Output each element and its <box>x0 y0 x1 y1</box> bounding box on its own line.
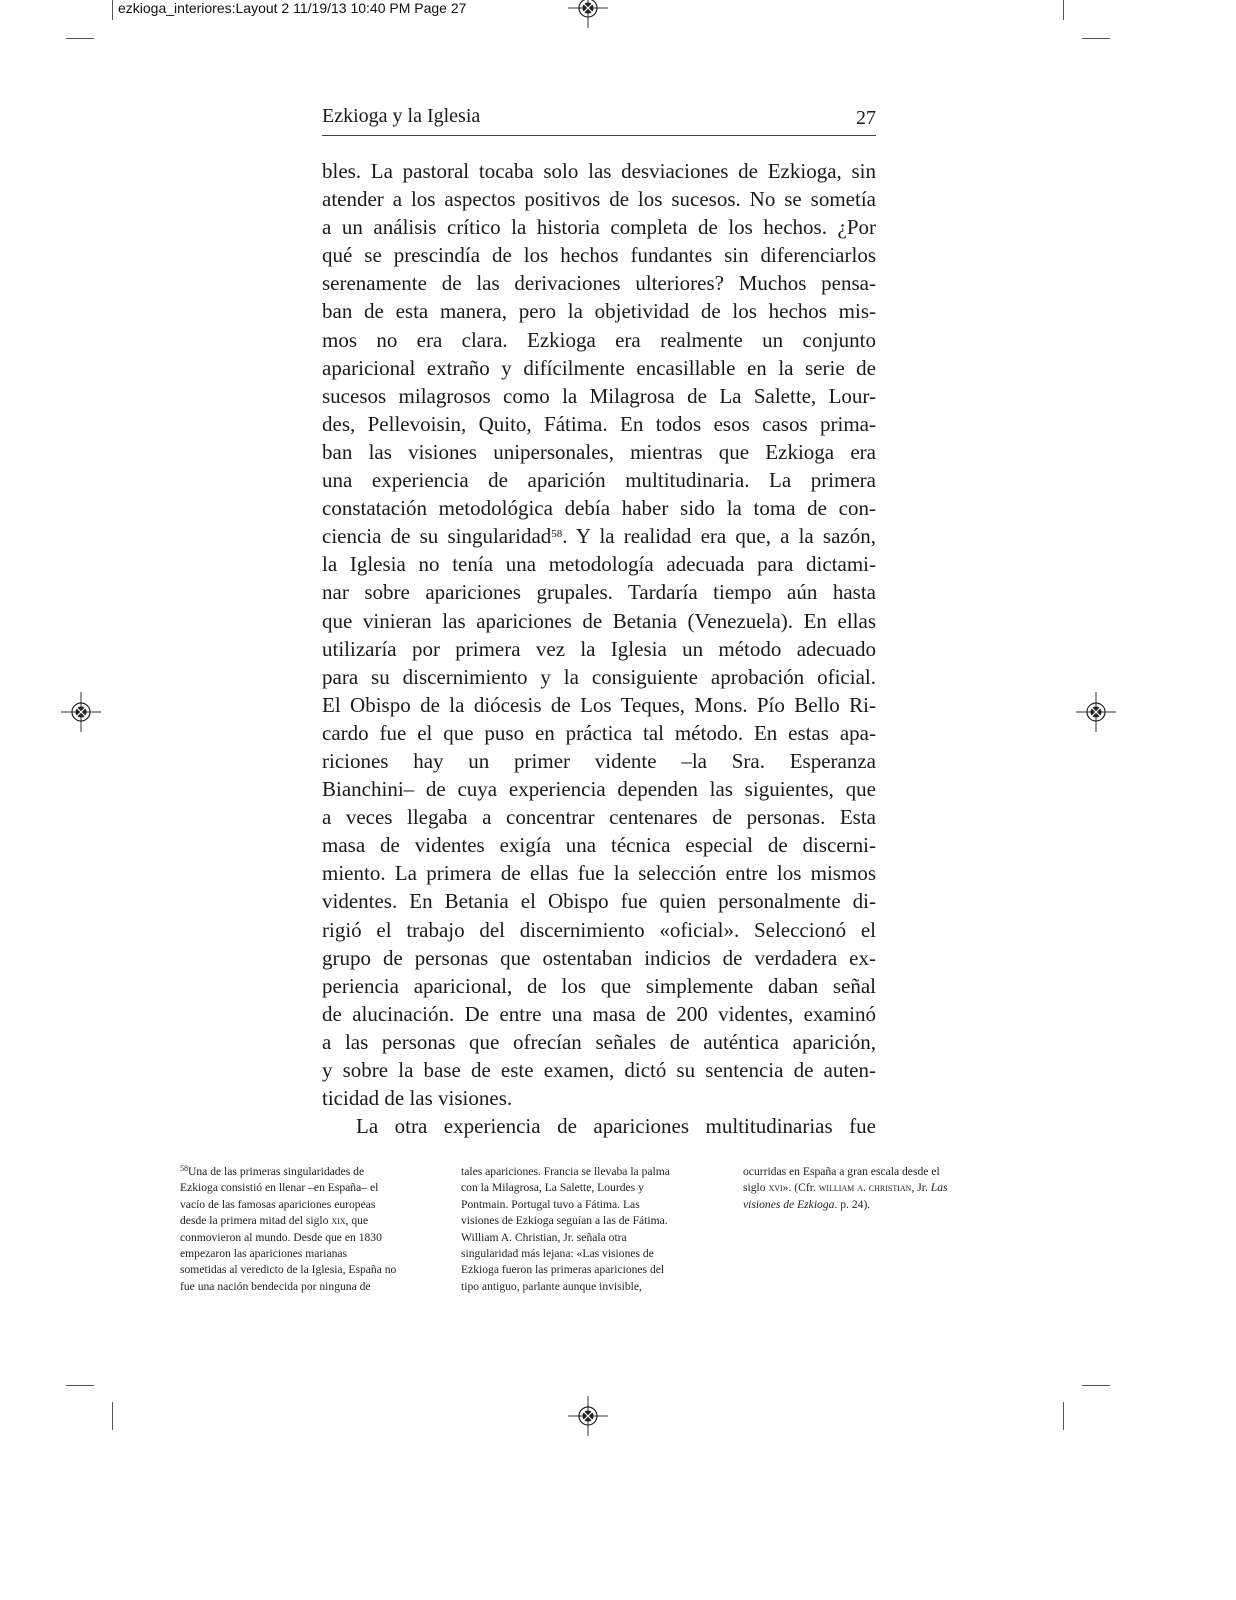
body-line: masa de videntes exigía una técnica especial de discerni- <box>322 833 876 858</box>
body-line: la Iglesia no tenía una metodología adecuada para dictami- <box>322 552 876 577</box>
footnote-marker: 58 <box>180 1164 188 1173</box>
footnote-line-text: Una de las primeras singularidades de <box>188 1165 365 1178</box>
footnote-line: Pontmain. Portugal tuvo a Fátima. Las <box>461 1197 640 1211</box>
body-line: a las personas que ofrecían señales de auténtica aparición, <box>322 1029 876 1054</box>
crop-mark-bottom-left-v <box>112 1402 113 1430</box>
print-slug: ezkioga_interiores:Layout 2 11/19/13 10:40 PM Page 27 <box>118 0 467 16</box>
registration-mark-top-icon <box>568 0 608 28</box>
slug-left-rule <box>112 0 113 20</box>
body-line: una experiencia de aparición multitudinaria. La primera <box>322 468 876 493</box>
running-head-title: Ezkioga y la Iglesia <box>322 105 481 127</box>
body-line: constatación metodológica debía haber sido la toma de con- <box>322 496 876 521</box>
footnote-line: Ezkioga fueron las primeras apariciones del <box>461 1263 665 1277</box>
body-line: ban las visiones unipersonales, mientras que Ezkioga era <box>322 439 876 464</box>
paragraph-end-line: ticidad de las visiones. <box>322 1086 513 1111</box>
footnote-column-2 <box>461 1164 723 1295</box>
body-line-segment: ciencia de su singularidad <box>322 524 552 549</box>
body-line: miento. La primera de ellas fue la selección entre los mismos <box>322 861 876 886</box>
footnote-line <box>743 1197 1005 1213</box>
century-numeral: xix <box>331 1214 346 1228</box>
footnote-column-1 <box>180 1164 442 1295</box>
footnote-line <box>743 1180 1005 1196</box>
body-line: ban de esta manera, pero la objetividad de los hechos mis- <box>322 299 876 324</box>
cited-title: visiones de Ezkioga <box>743 1197 835 1211</box>
top-right-crop-mark <box>1063 0 1064 20</box>
crop-mark-top-left <box>66 38 94 39</box>
body-line: utilizaría por primera vez la Iglesia un método adecuado <box>322 636 876 661</box>
body-line: cardo fue el que puso en práctica tal método. En estas apa- <box>322 720 876 745</box>
footnote-reference: 58 <box>551 528 563 541</box>
footnote-text: ». (Cfr. <box>782 1181 819 1195</box>
footnote-column-3 <box>743 1164 1005 1213</box>
body-line: des, Pellevoisin, Quito, Fátima. En todos esos casos prima- <box>322 411 876 436</box>
century-numeral: xvi <box>768 1181 783 1195</box>
page-number: 27 <box>856 107 876 129</box>
crop-mark-top-right <box>1082 38 1110 39</box>
footnote-line: Ezkioga consistió en llenar –en España– el <box>180 1181 379 1195</box>
body-line: qué se prescindía de los hechos fundantes sin diferenciarlos <box>322 243 876 268</box>
body-line-with-footnote <box>322 522 876 550</box>
body-line: a veces llegaba a concentrar centenares de personas. Esta <box>322 805 876 830</box>
footnote-text: , Jr. <box>911 1181 931 1195</box>
body-line: atender a los aspectos positivos de los sucesos. No se sometía <box>322 187 876 212</box>
registration-mark-bottom-icon <box>568 1396 608 1436</box>
footnote-line: ocurridas en España a gran escala desde el <box>743 1165 940 1178</box>
body-line: a un análisis crítico la historia completa de los hechos. ¿Por <box>322 215 876 240</box>
footnote-line: tipo antiguo, parlante aunque invisible, <box>461 1279 642 1293</box>
footnote-line: tales apariciones. Francia se llevaba la palma <box>461 1165 670 1178</box>
body-line: rigió el trabajo del discernimiento «oficial». Seleccionó el <box>322 917 876 942</box>
footnote-line: vacío de las famosas apariciones europeas <box>180 1197 376 1211</box>
body-line: Bianchini– de cuya experiencia dependen las siguientes, que <box>322 777 876 802</box>
running-head <box>322 101 876 136</box>
footnote-line: con la Milagrosa, La Salette, Lourdes y <box>461 1181 644 1195</box>
body-line: grupo de personas que ostentaban indicios de verdadera ex- <box>322 945 876 970</box>
body-line: y sobre la base de este examen, dictó su sentencia de auten- <box>322 1058 876 1082</box>
footnote-text: desde la primera mitad del siglo <box>180 1214 332 1228</box>
body-line: sucesos milagrosos como la Milagrosa de La Salette, Lour- <box>322 383 876 408</box>
body-line: El Obispo de la diócesis de Los Teques, Mons. Pío Bello Ri- <box>322 692 876 717</box>
body-line: riciones hay un primer vidente –la Sra. Esperanza <box>322 748 876 773</box>
registration-mark-right-icon <box>1076 692 1116 732</box>
body-line: videntes. En Betania el Obispo fue quien personalmente di- <box>322 889 876 914</box>
footnote-line: sometidas al veredicto de la Iglesia, España no <box>180 1263 397 1277</box>
body-line: serenamente de las derivaciones ulteriores? Muchos pensa- <box>322 271 876 296</box>
crop-mark-bottom-right-h <box>1082 1385 1110 1386</box>
footnote-line: conmovieron al mundo. Desde que en 1830 <box>180 1230 382 1244</box>
body-line: de alucinación. De entre una masa de 200 videntes, examinó <box>322 1001 876 1026</box>
footnote-line: William A. Christian, Jr. señala otra <box>461 1230 627 1244</box>
registration-mark-left-icon <box>61 692 101 732</box>
body-line-segment: . Y la realidad era que, a la sazón, <box>562 524 876 549</box>
body-line: bles. La pastoral tocaba solo las desviaciones de Ezkioga, sin <box>322 159 876 183</box>
body-text <box>322 157 876 1140</box>
footnote-line <box>180 1213 442 1229</box>
footnote-line: empezaron las apariciones marianas <box>180 1247 348 1261</box>
crop-mark-bottom-left-h <box>66 1385 94 1386</box>
cited-title: Las <box>930 1181 948 1195</box>
footnote-line: singularidad más lejana: «Las visiones de <box>461 1247 654 1261</box>
body-line: mos no era clara. Ezkioga era realmente un conjunto <box>322 327 876 352</box>
footnote-text: . p. 24). <box>834 1197 871 1211</box>
body-line: nar sobre apariciones grupales. Tardaría tiempo aún hasta <box>322 580 876 605</box>
cited-author: william a. christian <box>818 1181 912 1195</box>
body-line: periencia aparicional, de los que simplemente daban señal <box>322 973 876 998</box>
footnote-text: siglo <box>743 1181 769 1195</box>
body-line: aparicional extraño y difícilmente encasillable en la serie de <box>322 355 876 380</box>
body-line: que vinieran las apariciones de Betania (Venezuela). En ellas <box>322 608 876 633</box>
body-line: para su discernimiento y la consiguiente aprobación oficial. <box>322 664 876 689</box>
next-paragraph-first-line: La otra experiencia de apariciones multitudinarias fue <box>356 1114 876 1139</box>
footnote-line <box>180 1164 442 1180</box>
footnote-line: visiones de Ezkioga seguían a las de Fátima. <box>461 1214 668 1228</box>
footnote-text: , que <box>345 1214 369 1228</box>
crop-mark-bottom-right-v <box>1063 1402 1064 1430</box>
footnote-line: fue una nación bendecida por ninguna de <box>180 1279 371 1293</box>
